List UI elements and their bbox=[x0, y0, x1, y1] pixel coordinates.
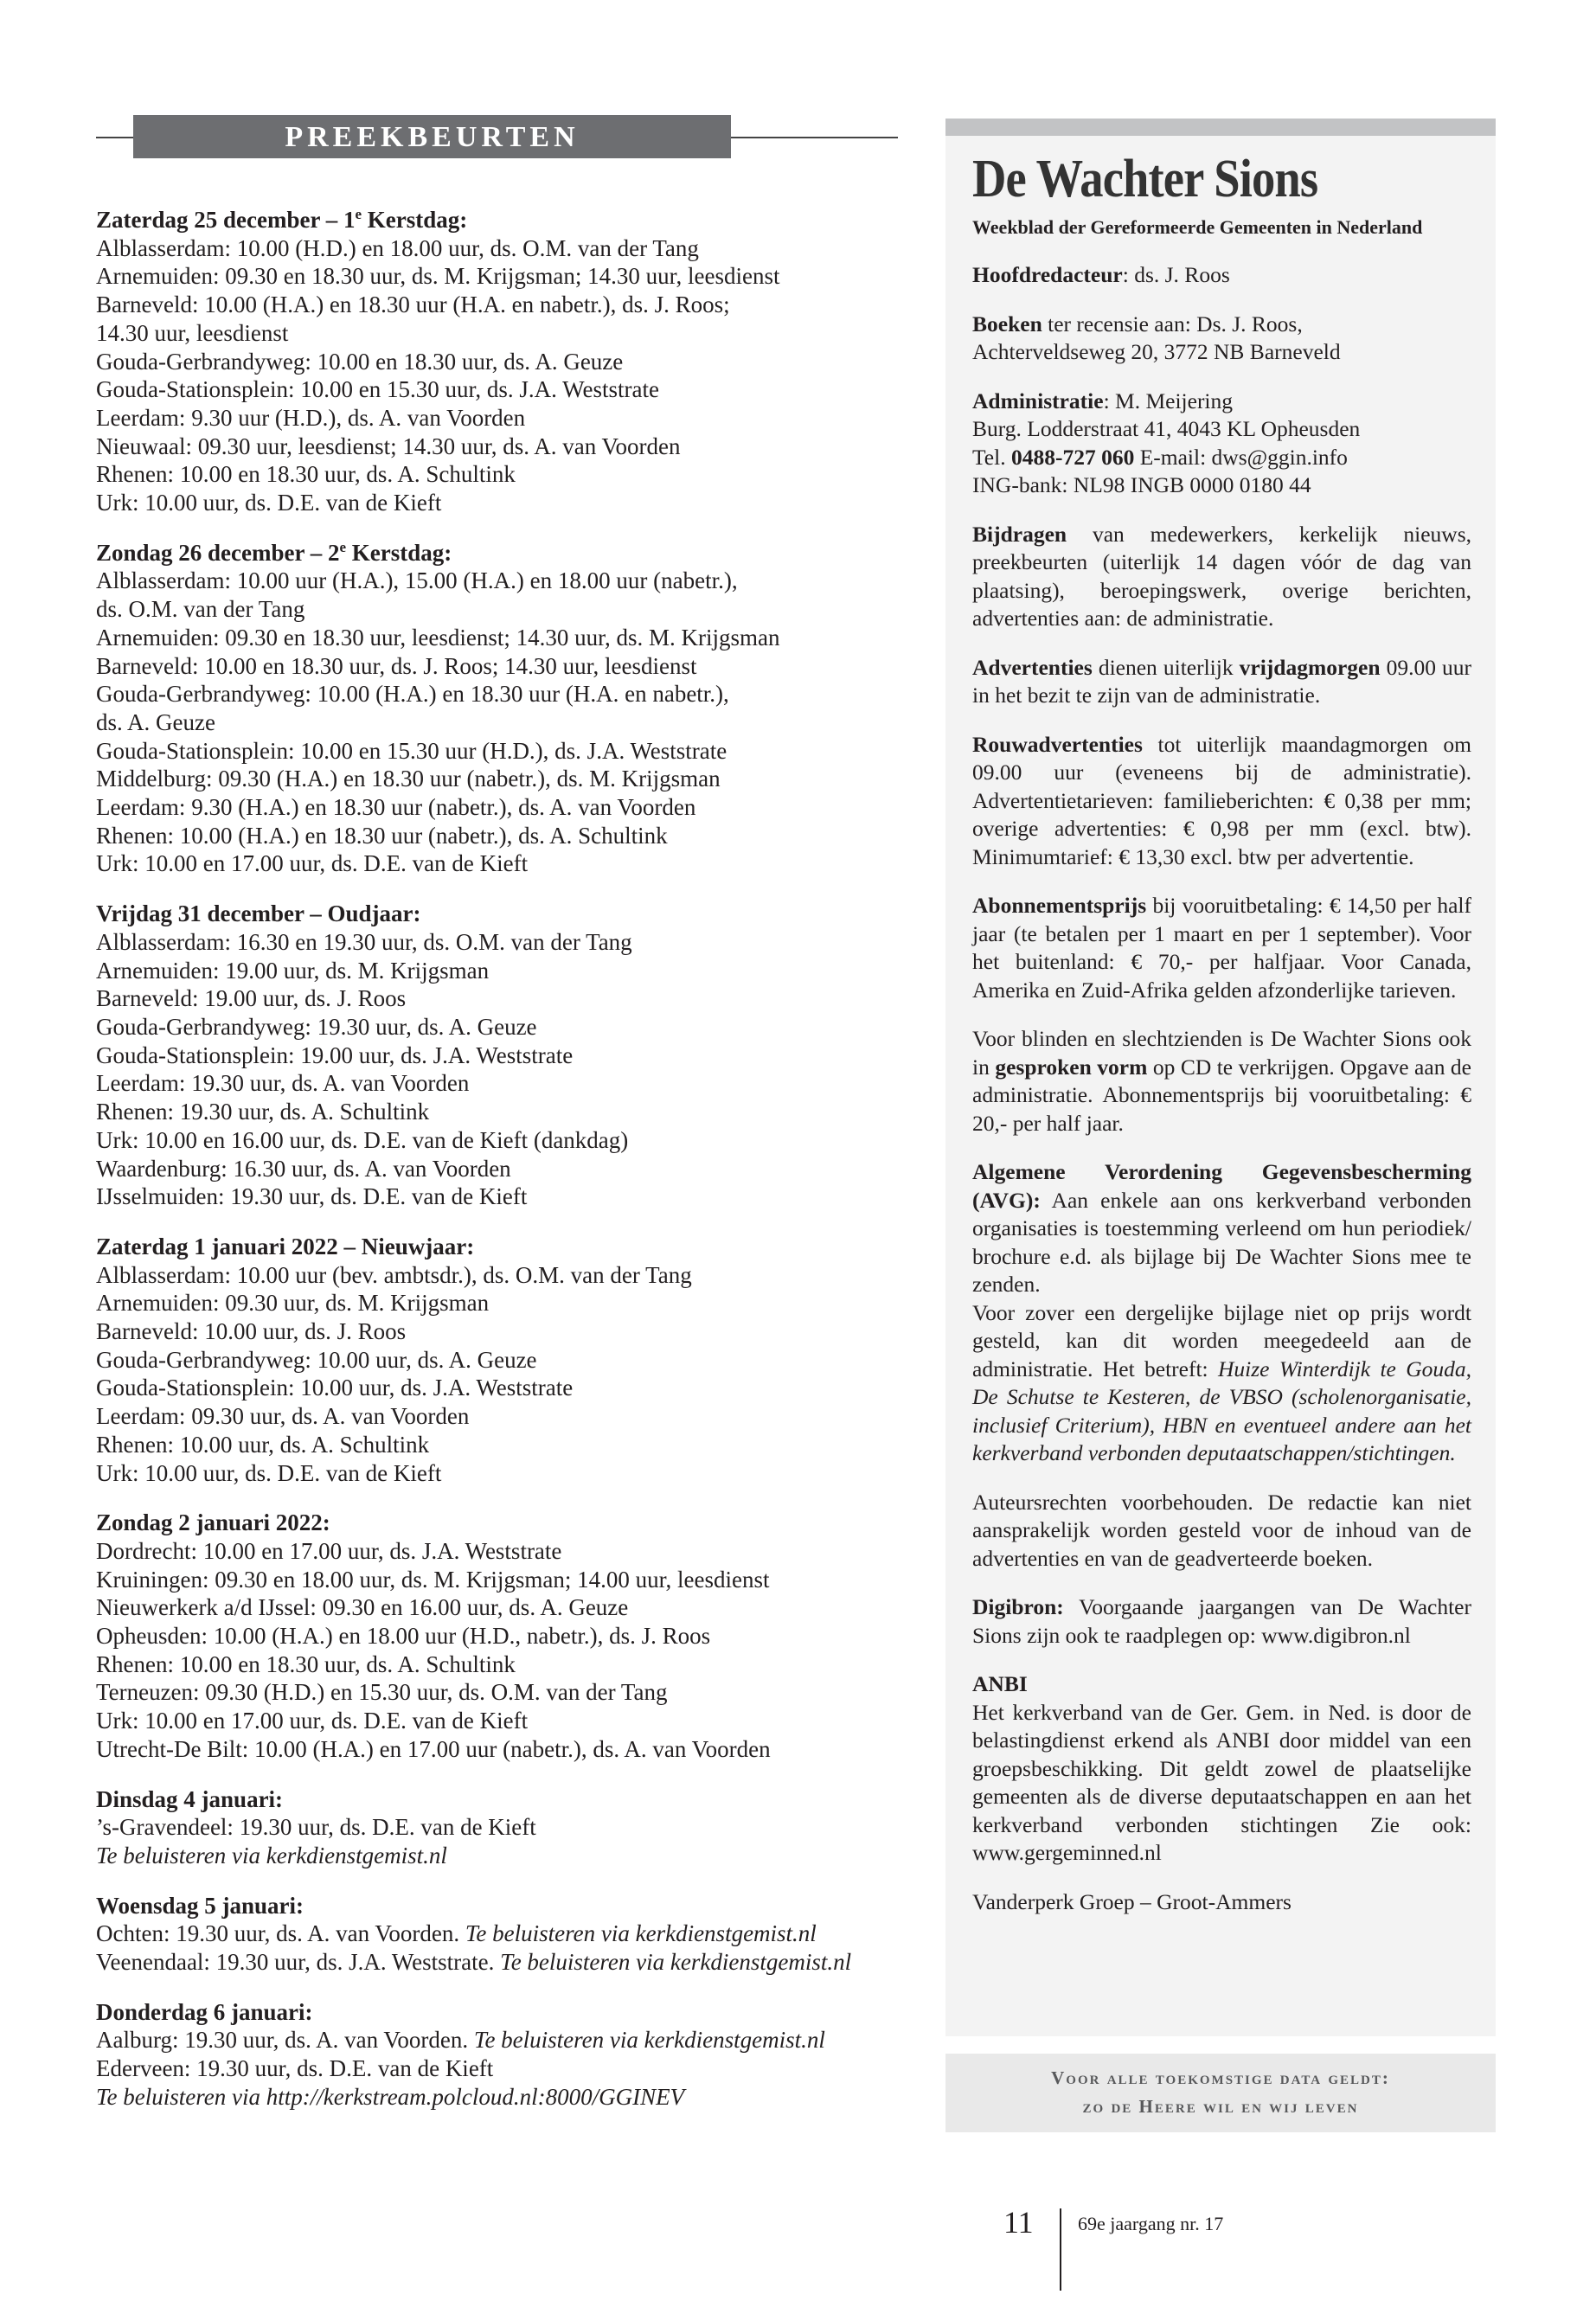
header-rule-right bbox=[729, 137, 898, 138]
service-line bbox=[96, 957, 909, 985]
day-heading bbox=[96, 1233, 909, 1261]
service-text: Rhenen: 10.00 uur, ds. A. Schultink bbox=[96, 1431, 430, 1458]
broadcast-note: Te beluisteren via kerkdienstgemist.nl bbox=[465, 1920, 817, 1947]
service-line bbox=[96, 1678, 909, 1707]
service-line bbox=[96, 652, 909, 681]
service-text: Leerdam: 9.30 (H.A.) en 18.30 uur (nabetr.), ds. A. van Voorden bbox=[96, 794, 696, 821]
day-heading bbox=[96, 206, 909, 234]
service-line bbox=[96, 319, 909, 348]
service-text: Middelburg: 09.30 (H.A.) en 18.30 uur (nabetr.), ds. M. Krijgsman bbox=[96, 766, 721, 792]
service-text: Leerdam: 19.30 uur, ds. A. van Voorden bbox=[96, 1070, 470, 1097]
service-text: Aalburg: 19.30 uur, ds. A. van Voorden. bbox=[96, 2027, 474, 2054]
service-text: Leerdam: 09.30 uur, ds. A. van Voorden bbox=[96, 1403, 470, 1430]
schedule-day bbox=[96, 1892, 909, 1977]
service-line bbox=[96, 737, 909, 766]
service-text: Gouda-Stationsplein: 10.00 uur, ds. J.A. Weststrate bbox=[96, 1375, 574, 1401]
day-heading-text: Zaterdag 1 januari 2022 – Nieuwjaar: bbox=[96, 1233, 475, 1259]
colophon-label: ANBI bbox=[972, 1671, 1028, 1696]
colophon-label: Algemene Verordening Gegevensbescherming (AVG): bbox=[972, 1159, 1471, 1213]
colophon-label: Abonnementsprijs bbox=[972, 893, 1147, 918]
service-text: ds. O.M. van der Tang bbox=[96, 596, 305, 623]
service-line bbox=[96, 1948, 909, 1977]
service-line bbox=[96, 1346, 909, 1375]
service-text: Arnemuiden: 09.30 en 18.30 uur, ds. M. Krijgsman; 14.30 uur, leesdienst bbox=[96, 263, 780, 290]
service-line bbox=[96, 680, 909, 708]
colophon-paragraph bbox=[972, 892, 1471, 1004]
service-text: Veenendaal: 19.30 uur, ds. J.A. Weststrate. bbox=[96, 1949, 501, 1976]
service-line bbox=[96, 624, 909, 652]
service-text: Gouda-Gerbrandyweg: 19.30 uur, ds. A. Geuze bbox=[96, 1013, 537, 1040]
colophon-label: Boeken bbox=[972, 311, 1042, 336]
motto-line-2: zo de Heere wil en wij leven bbox=[1082, 2096, 1359, 2117]
colophon-text: Aan enkele aan ons kerkverband verbonden organisaties is toestemming verleend om hun periodiek/ brochure e.d. als bijlage bij De Wachter Sions mee te zenden. bbox=[972, 1187, 1471, 1297]
service-text: Terneuzen: 09.30 (H.D.) en 15.30 uur, ds. O.M. van der Tang bbox=[96, 1679, 668, 1706]
schedule-day bbox=[96, 900, 909, 1211]
motto-line-1: Voor alle toekomstige data geldt: bbox=[1051, 2067, 1390, 2088]
service-line bbox=[96, 1537, 909, 1566]
service-line bbox=[96, 1593, 909, 1622]
colophon-paragraph bbox=[972, 1158, 1471, 1468]
service-text: Nieuwerkerk a/d IJssel: 09.30 en 16.00 uur, ds. A. Geuze bbox=[96, 1594, 629, 1621]
day-heading-ordinal: e bbox=[355, 206, 362, 222]
service-line bbox=[96, 1042, 909, 1070]
schedule-day bbox=[96, 206, 909, 517]
service-text: Arnemuiden: 09.30 en 18.30 uur, leesdienst; 14.30 uur, ds. M. Krijgsman bbox=[96, 624, 780, 651]
service-line bbox=[96, 2054, 909, 2083]
day-heading-text: Donderdag 6 januari: bbox=[96, 1998, 313, 2025]
day-heading bbox=[96, 900, 909, 928]
colophon-text: Voorgaande jaargangen van De Wachter Sions zijn ook te raadplegen op: www.digibron.nl bbox=[972, 1594, 1471, 1648]
magazine-subtitle: Weekblad der Gereformeerde Gemeenten in Nederland bbox=[972, 216, 1423, 238]
colophon-label: Administratie bbox=[972, 388, 1104, 413]
page-number: 11 bbox=[1003, 2205, 1034, 2240]
colophon-label: Rouwadvertenties bbox=[972, 731, 1143, 757]
service-text: ds. A. Geuze bbox=[96, 708, 215, 735]
service-text: Alblasserdam: 10.00 uur (bev. ambtsdr.), ds. O.M. van der Tang bbox=[96, 1261, 692, 1288]
day-heading-text: Vrijdag 31 december – Oudjaar: bbox=[96, 901, 421, 927]
colophon-text: 09.00 uur in het bezit te zijn van de administratie. bbox=[972, 654, 1471, 708]
colophon-text: Voor zover een dergelijke bijlage niet op prijs wordt gesteld, kan dit worden meegedeeld aan de administratie. Het betreft: bbox=[972, 1299, 1471, 1381]
service-line bbox=[96, 489, 909, 517]
sermon-schedule bbox=[96, 206, 909, 2133]
service-text: 14.30 uur, leesdienst bbox=[96, 319, 289, 346]
service-text: Alblasserdam: 10.00 (H.D.) en 18.00 uur, ds. O.M. van der Tang bbox=[96, 234, 699, 261]
colophon-label: 0488-727 060 bbox=[1010, 444, 1135, 470]
service-line bbox=[96, 262, 909, 291]
service-text: Nieuwaal: 09.30 uur, leesdienst; 14.30 uur, ds. A. van Voorden bbox=[96, 433, 681, 459]
service-line bbox=[96, 793, 909, 822]
service-line bbox=[96, 822, 909, 850]
schedule-day bbox=[96, 1233, 909, 1487]
day-heading-text: Dinsdag 4 januari: bbox=[96, 1785, 284, 1812]
broadcast-note: Te beluisteren via kerkdienstgemist.nl bbox=[473, 2027, 825, 2054]
service-text: Rhenen: 10.00 en 18.30 uur, ds. A. Schultink bbox=[96, 1650, 516, 1677]
service-line bbox=[96, 375, 909, 404]
day-heading-text: Zaterdag 25 december – 1 bbox=[96, 207, 356, 233]
colophon-text: Burg. Lodderstraat 41, 4043 KL Opheusden bbox=[972, 416, 1361, 441]
colophon-paragraph bbox=[972, 1025, 1471, 1138]
service-text: IJsselmuiden: 19.30 uur, ds. D.E. van de Kieft bbox=[96, 1183, 528, 1210]
service-line bbox=[96, 928, 909, 957]
service-line bbox=[96, 348, 909, 376]
service-line bbox=[96, 234, 909, 263]
service-text: Waardenburg: 16.30 uur, ds. A. van Voorden bbox=[96, 1155, 511, 1182]
service-line bbox=[96, 1289, 909, 1317]
issue-info: 69e jaargang nr. 17 bbox=[1078, 2213, 1224, 2234]
service-text: Gouda-Gerbrandyweg: 10.00 en 18.30 uur, ds. A. Geuze bbox=[96, 348, 624, 375]
service-line bbox=[96, 1261, 909, 1290]
day-heading-ordinal: e bbox=[339, 538, 347, 555]
colophon-text: Het kerkverband van de Ger. Gem. in Ned. is door de belastingdienst erkend als ANBI door middel van een groepsbeschikking. Dit geldt zowel de plaatselijke gemeenten als de diverse deputaatschappen en aan het kerkverband verbonden stichtingen Zie ook: www.gergeminned.nl bbox=[972, 1699, 1471, 1865]
service-text: Dordrecht: 10.00 en 17.00 uur, ds. J.A. Weststrate bbox=[96, 1537, 562, 1564]
broadcast-note: Te beluisteren via kerkdienstgemist.nl bbox=[500, 1949, 852, 1976]
colophon-label: Bijdragen bbox=[972, 521, 1067, 547]
colophon-paragraph bbox=[972, 311, 1471, 367]
colophon-text: Vanderperk Groep – Groot-Ammers bbox=[972, 1888, 1292, 1914]
colophon-top-bar bbox=[945, 119, 1496, 136]
colophon-text: Tel. bbox=[972, 444, 1011, 470]
day-heading-tail: Kerstdag: bbox=[346, 539, 452, 566]
colophon-paragraph bbox=[972, 388, 1471, 500]
service-line bbox=[96, 849, 909, 878]
service-text: Urk: 10.00 en 17.00 uur, ds. D.E. van de Kieft bbox=[96, 1708, 529, 1734]
colophon-text: : ds. J. Roos bbox=[1122, 262, 1230, 287]
day-heading-text: Zondag 26 december – 2 bbox=[96, 539, 340, 566]
service-text: Alblasserdam: 10.00 uur (H.A.), 15.00 (H.A.) en 18.00 uur (nabetr.), bbox=[96, 567, 738, 594]
colophon-paragraph bbox=[972, 1888, 1471, 1917]
day-heading-tail: Kerstdag: bbox=[362, 207, 468, 233]
service-text: Barneveld: 19.00 uur, ds. J. Roos bbox=[96, 985, 407, 1012]
service-text: Urk: 10.00 uur, ds. D.E. van de Kieft bbox=[96, 490, 442, 516]
day-heading bbox=[96, 1998, 909, 2027]
service-text: Rhenen: 10.00 en 18.30 uur, ds. A. Schultink bbox=[96, 461, 516, 488]
colophon-text: ter recensie aan: Ds. J. Roos, bbox=[1042, 311, 1303, 336]
colophon-paragraph bbox=[972, 654, 1471, 710]
schedule-day bbox=[96, 539, 909, 878]
service-text: Gouda-Stationsplein: 19.00 uur, ds. J.A. Weststrate bbox=[96, 1042, 574, 1068]
service-text: Urk: 10.00 en 16.00 uur, ds. D.E. van de Kieft (dankdag) bbox=[96, 1126, 629, 1153]
service-text: ’s-Gravendeel: 19.30 uur, ds. D.E. van de Kieft bbox=[96, 1814, 536, 1841]
colophon-paragraph bbox=[972, 1489, 1471, 1574]
service-line bbox=[96, 1374, 909, 1402]
service-line bbox=[96, 1842, 909, 1870]
schedule-day bbox=[96, 1509, 909, 1763]
colophon-text: Achterveldseweg 20, 3772 NB Barneveld bbox=[972, 339, 1341, 364]
colophon-label: Hoofdredacteur bbox=[972, 262, 1123, 287]
colophon-text: tot uiterlijk maandagmorgen om 09.00 uur (eveneens bij de administratie). Advertentietarieven: familieberichten: € 0,38 per mm; overige advertenties: € 0,98 per mm (excl. btw). Minimumtarief: € 13,30 excl. btw per advertentie. bbox=[972, 731, 1471, 869]
colophon-label: vrijdagmorgen bbox=[1239, 654, 1381, 680]
colophon-paragraph bbox=[972, 1593, 1471, 1650]
colophon-label: Digibron: bbox=[972, 1594, 1064, 1619]
day-heading bbox=[96, 1509, 909, 1537]
service-text: Gouda-Gerbrandyweg: 10.00 (H.A.) en 18.30 uur (H.A. en nabetr.), bbox=[96, 681, 729, 708]
service-text: Rhenen: 10.00 (H.A.) en 18.30 uur (nabetr.), ds. A. Schultink bbox=[96, 822, 668, 849]
colophon-paragraph bbox=[972, 521, 1471, 633]
day-heading-text: Woensdag 5 januari: bbox=[96, 1892, 304, 1919]
service-line bbox=[96, 1013, 909, 1042]
day-heading bbox=[96, 1785, 909, 1814]
day-heading-text: Zondag 2 januari 2022: bbox=[96, 1509, 330, 1536]
service-line bbox=[96, 1126, 909, 1155]
day-heading bbox=[96, 539, 909, 567]
colophon-text: : M. Meijering bbox=[1103, 388, 1234, 413]
colophon-text: E-mail: dws@ggin.info bbox=[1134, 444, 1348, 470]
service-text: Barneveld: 10.00 en 18.30 uur, ds. J. Roos; 14.30 uur, leesdienst bbox=[96, 652, 697, 679]
service-line bbox=[96, 1566, 909, 1594]
service-line bbox=[96, 1622, 909, 1650]
service-line bbox=[96, 2083, 909, 2112]
service-line bbox=[96, 567, 909, 595]
service-line bbox=[96, 595, 909, 624]
service-text: Barneveld: 10.00 uur, ds. J. Roos bbox=[96, 1318, 407, 1345]
broadcast-note: Te beluisteren via http://kerkstream.polcloud.nl:8000/GGINEV bbox=[96, 2083, 685, 2110]
colophon-paragraph bbox=[972, 261, 1471, 290]
section-header: PREEKBEURTEN bbox=[133, 115, 731, 158]
service-line bbox=[96, 1707, 909, 1735]
service-line bbox=[96, 291, 909, 319]
colophon-text: ING-bank: NL98 INGB 0000 0180 44 bbox=[972, 472, 1311, 497]
colophon-text: Huize Winterdijk te Gouda, De Schutse te Kesteren, de VBSO (scholenorganisatie, inclusief Criterium), HBN en eventueel andere aan het kerkverband verbonden deputaatschappen/stichtingen. bbox=[972, 1356, 1471, 1465]
service-line bbox=[96, 1317, 909, 1346]
service-text: Rhenen: 19.30 uur, ds. A. Schultink bbox=[96, 1099, 430, 1125]
schedule-day bbox=[96, 1998, 909, 2112]
service-line bbox=[96, 1735, 909, 1764]
service-text: Leerdam: 9.30 uur (H.D.), ds. A. van Voorden bbox=[96, 404, 526, 431]
service-line bbox=[96, 460, 909, 489]
service-line bbox=[96, 984, 909, 1013]
service-line bbox=[96, 1069, 909, 1098]
day-heading bbox=[96, 1892, 909, 1920]
service-line bbox=[96, 1402, 909, 1431]
colophon-label: gesproken vorm bbox=[995, 1054, 1148, 1080]
colophon-text: bij vooruitbetaling: € 14,50 per half jaar (te betalen per 1 maart en per 1 september). Voor het buitenland: € 70,- per halfjaar. Voor Canada, Amerika en Zuid-Afrika gelden afzonderlijke tarieven. bbox=[972, 893, 1471, 1003]
service-line bbox=[96, 1650, 909, 1679]
service-text: Arnemuiden: 09.30 uur, ds. M. Krijgsman bbox=[96, 1290, 490, 1317]
service-text: Ederveen: 19.30 uur, ds. D.E. van de Kieft bbox=[96, 2055, 494, 2082]
motto-box bbox=[945, 2054, 1496, 2132]
service-text: Alblasserdam: 16.30 en 19.30 uur, ds. O.M. van der Tang bbox=[96, 928, 632, 955]
header-rule-left bbox=[96, 137, 135, 138]
service-text: Ochten: 19.30 uur, ds. A. van Voorden. bbox=[96, 1920, 465, 1947]
footer-divider bbox=[1060, 2208, 1061, 2291]
service-line bbox=[96, 1813, 909, 1842]
service-line bbox=[96, 1459, 909, 1488]
colophon-label: Advertenties bbox=[972, 654, 1093, 680]
colophon-text: Voor blinden en slechtzienden is De Wachter Sions ook in bbox=[972, 1026, 1471, 1080]
service-text: Kruiningen: 09.30 en 18.00 uur, ds. M. Krijgsman; 14.00 uur, leesdienst bbox=[96, 1566, 770, 1593]
magazine-title: De Wachter Sions bbox=[972, 150, 1318, 208]
service-text: Utrecht-De Bilt: 10.00 (H.A.) en 17.00 uur (nabetr.), ds. A. van Voorden bbox=[96, 1735, 771, 1762]
service-text: Gouda-Gerbrandyweg: 10.00 uur, ds. A. Geuze bbox=[96, 1346, 537, 1373]
service-text: Barneveld: 10.00 (H.A.) en 18.30 uur (H.A. en nabetr.), ds. J. Roos; bbox=[96, 292, 730, 318]
colophon-paragraphs bbox=[972, 261, 1471, 1916]
colophon-paragraph bbox=[972, 731, 1471, 872]
service-line bbox=[96, 2026, 909, 2054]
service-text: Urk: 10.00 uur, ds. D.E. van de Kieft bbox=[96, 1459, 442, 1486]
schedule-day bbox=[96, 1785, 909, 1870]
service-line bbox=[96, 708, 909, 737]
service-text: Gouda-Stationsplein: 10.00 en 15.30 uur (H.D.), ds. J.A. Weststrate bbox=[96, 737, 727, 764]
colophon-paragraph bbox=[972, 1670, 1471, 1868]
colophon-text: Auteursrechten voorbehouden. De redactie kan niet aansprakelijk worden gesteld voor de inhoud van de advertenties en van de geadverteerde boeken. bbox=[972, 1489, 1471, 1571]
service-line bbox=[96, 765, 909, 793]
service-line bbox=[96, 433, 909, 461]
service-text: Gouda-Stationsplein: 10.00 en 15.30 uur, ds. J.A. Weststrate bbox=[96, 376, 659, 403]
colophon-text: op CD te verkrijgen. Opgave aan de administratie. Abonnementsprijs bij vooruitbetaling: € 20,- per half jaar. bbox=[972, 1054, 1471, 1136]
service-line bbox=[96, 1431, 909, 1459]
service-line bbox=[96, 1155, 909, 1183]
service-line bbox=[96, 1183, 909, 1211]
service-line bbox=[96, 404, 909, 433]
colophon-text: dienen uiterlijk bbox=[1092, 654, 1240, 680]
service-text: Opheusden: 10.00 (H.A.) en 18.00 uur (H.D., nabetr.), ds. J. Roos bbox=[96, 1623, 711, 1650]
service-line bbox=[96, 1920, 909, 1948]
service-line bbox=[96, 1098, 909, 1126]
colophon-text: van medewerkers, kerkelijk nieuws, preekbeurten (uiterlijk 14 dagen vóór de dag van plaatsing), beroepingswerk, overige berichten, advertenties aan: de administratie. bbox=[972, 521, 1471, 631]
service-text: Urk: 10.00 en 17.00 uur, ds. D.E. van de Kieft bbox=[96, 850, 529, 877]
broadcast-note: Te beluisteren via kerkdienstgemist.nl bbox=[96, 1842, 447, 1868]
colophon-content bbox=[972, 149, 1471, 1937]
service-text: Arnemuiden: 19.00 uur, ds. M. Krijgsman bbox=[96, 957, 490, 984]
